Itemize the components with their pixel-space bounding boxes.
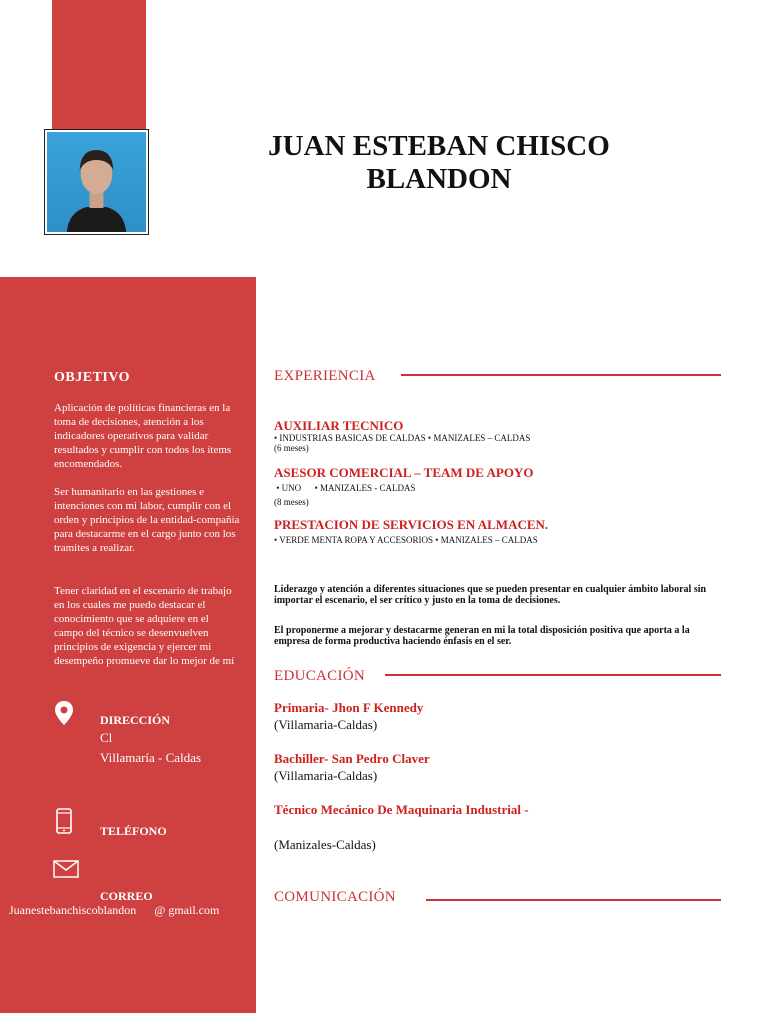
envelope-icon: [52, 857, 80, 885]
objective-title: OBJETIVO: [54, 370, 131, 385]
top-accent-bar: [52, 0, 146, 132]
profile-photo-frame: [44, 129, 149, 235]
communication-rule: [426, 899, 721, 901]
education-rule: [385, 674, 721, 676]
experience-heading: EXPERIENCIA: [274, 368, 376, 384]
address-line-2: Villamaría - Caldas: [100, 750, 202, 765]
experience-rule: [401, 374, 721, 376]
email-value[interactable]: Juanestebanchiscoblandon @ gmail.com: [9, 903, 220, 917]
portrait-photo: [47, 132, 146, 232]
education-heading: EDUCACIÓN: [274, 668, 366, 684]
education-place-1: (Villamaria-Caldas): [274, 717, 378, 732]
job-title-2: ASESOR COMERCIAL – TEAM DE APOYO: [274, 465, 534, 480]
phone-icon: [52, 807, 76, 835]
job-detail-3: • VERDE MENTA ROPA Y ACCESORIOS • MANIZALES – CALDAS: [274, 535, 538, 545]
job-detail-1: • INDUSTRIAS BASICAS DE CALDAS • MANIZALES – CALDAS: [274, 433, 531, 443]
job-duration-2: (8 meses): [274, 497, 309, 507]
full-name: JUAN ESTEBAN CHISCO BLANDON: [268, 130, 610, 195]
job-detail-2: • UNO • MANIZALES - CALDAS: [274, 483, 416, 493]
experience-summary-1: Liderazgo y atención a diferentes situaciones que se pueden presentar en cualquier ámbito laboral sin importar el escenario, el ser crítico y justo en la toma de decisiones.: [274, 584, 707, 606]
education-title-3: Técnico Mecánico De Maquinaria Industrial -: [274, 802, 529, 817]
objective-paragraph-1: Aplicación de políticas financieras en la toma de decisiones, atención a los indicadores operativos para validar resultados y cumplir con todos los ítems encomendados.: [54, 402, 232, 470]
experience-summary-2: El proponerme a mejorar y destacarme generan en mi la total disposición positiva que aporta a la empresa de forma productiva haciendo énfasis en el ser.: [274, 625, 690, 647]
objective-paragraph-3: Tener claridad en el escenario de trabajo en los cuales me puedo destacar el conocimiento que se adquiere en el campo del técnico se desenvuelven principios de exigencia y ejercer mi desempeño promueve dar lo mejor de mí: [54, 585, 235, 667]
job-duration-1: (6 meses): [274, 443, 309, 453]
education-place-2: (Villamaria-Caldas): [274, 768, 378, 783]
location-pin-icon: [52, 699, 76, 727]
address-label: DIRECCIÓN: [100, 713, 171, 727]
phone-label: TELÉFONO: [100, 824, 167, 838]
education-place-3: (Manizales-Caldas): [274, 837, 376, 852]
education-title-2: Bachiller- San Pedro Claver: [274, 751, 430, 766]
email-label: CORREO: [100, 889, 153, 903]
sidebar: [0, 277, 256, 1013]
job-title-1: AUXILIAR TECNICO: [274, 418, 404, 433]
education-title-1: Primaria- Jhon F Kennedy: [274, 700, 424, 715]
communication-heading: COMUNICACIÓN: [274, 889, 396, 905]
job-title-3: PRESTACION DE SERVICIOS EN ALMACEN.: [274, 517, 549, 532]
address-line-1: Cl: [100, 730, 113, 745]
objective-paragraph-2: Ser humanitario en las gestiones e intenciones con mi labor, cumplir con el orden y principios de la entidad-compañía para destacarme en el cargo junto con los tramites a realizar.: [54, 486, 240, 554]
